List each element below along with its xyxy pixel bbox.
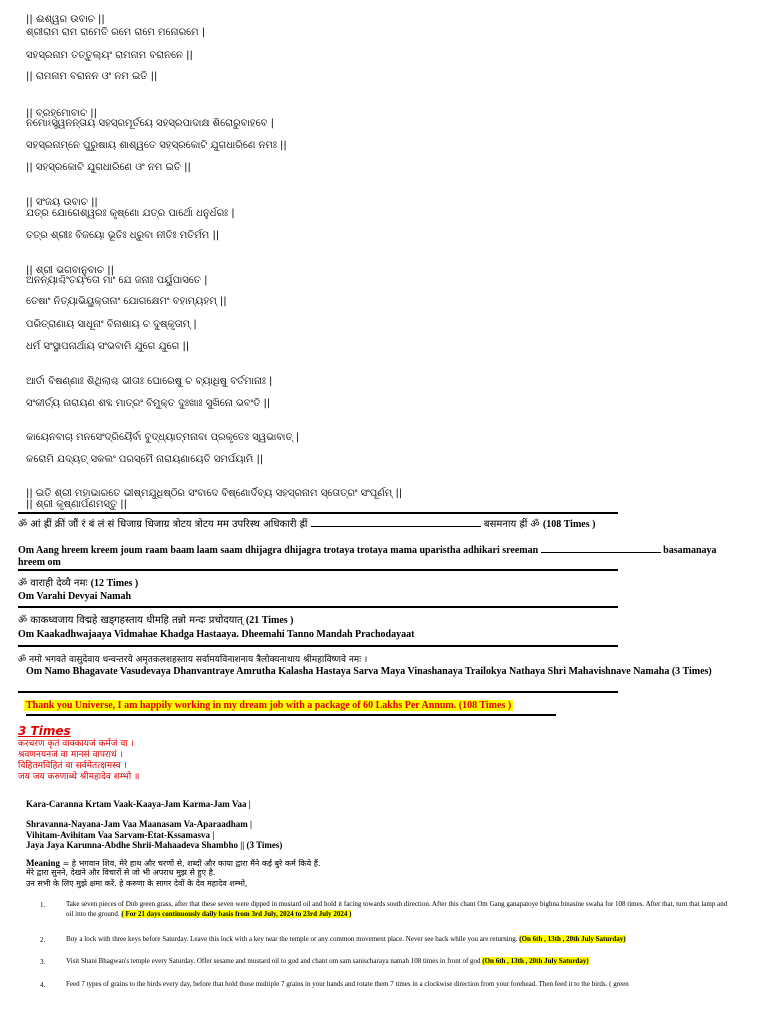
odia-verse-line: ନମୋଽସ୍ତ୍ୱନନ୍ତାୟ ସହସ୍ରମୂର୍ତୟେ ସହସ୍ରପାଦାକ୍ଷ ଶିରୋରୁବାହବେ |	[26, 118, 274, 129]
transliteration-line: Vihitam-Avihitam Vaa Sarvam-Etat-Kssamasva |	[26, 830, 215, 840]
step-number: 3.	[40, 958, 46, 966]
step-date-note: (On 6th , 13th , 20th July Saturday)	[519, 935, 626, 943]
mantra-4-roman: Om Namo Bhagavate Vasudevaya Dhanvantraye Amrutha Kalasha Hastaya Sarva Maya Vinashanaya Trailokya Nathaya Shri Mahavishnave Namaha (3 Times)	[26, 666, 712, 677]
mantra-2-text: ॐ वाराही देव्यै नमः	[18, 578, 88, 589]
meaning-label: Meaning	[26, 858, 61, 868]
step-text: Feed 7 types of grains to the birds every day, before that hold those multiple 7 grains in your hands and rotate them 7 times in a clockwise direction from your forehead. Then feed it to the birds. ( green	[66, 980, 629, 988]
mantra-4-devanagari: ॐ नमो भगवते वासुदेवाय धन्वन्तरये अमृतकलशहस्ताय सर्वामयविनाशनाय त्रैलोक्यनाथाय श्रीमहाविष्णवे नमः ।	[18, 655, 368, 665]
double-rule	[18, 691, 618, 693]
odia-verse-line: || ଇତି ଶ୍ରୀ ମହାଭାରତେ ଭୀଷ୍ମଯୁଧିଷ୍ଠିର ସଂବାଦେ ବିଷ୍ଣୋର୍ଦିବ୍ୟ ସହସ୍ରନାମ ସ୍ତୋତ୍ରଂ ସଂପୂର୍ଣମ୍ ||	[26, 488, 403, 499]
odia-verse-line: || ସହସ୍ରକୋଟି ଯୁଗଧାରିଣେ ଓଂ ନମ ଇତି ||	[26, 162, 191, 173]
mantra-2-roman: Om Varahi Devyai Namah	[18, 591, 132, 602]
mantra-1-devanagari-part-a: ॐ आं ह्रीं क्रीं जौं रं बं लं सं धिजाग्र धिजाग्र त्रोटय त्रोटय मम उपरिस्थ अधिकारी ह्रीं	[18, 519, 308, 530]
double-rule	[18, 606, 618, 608]
mantra-1-roman	[18, 545, 738, 569]
name-blank	[541, 552, 661, 553]
transliteration-line: Jaya Jaya Karunna-Abdhe Shrii-Mahaadeva Shambho || (3 Times)	[26, 840, 283, 850]
three-times-heading: 3 Times	[18, 724, 71, 738]
step-item	[66, 934, 734, 944]
mantra-1-devanagari	[18, 519, 738, 531]
step-text: Buy a lock with three keys before Saturday. Leave this lock with a key near the temple or any common movement place. Never see back while you are returning.	[66, 935, 518, 943]
odia-verse-line: ଯତ୍ର ଯୋଗେଶ୍ୱରଃ କୃଷ୍ଣୋ ଯତ୍ର ପାର୍ଥୋ ଧନୁର୍ଧରଃ |	[26, 208, 235, 219]
odia-verse-line: ସହସ୍ରନାମ ତତ୍ତୁଲ୍ୟଂ ରାମନାମ ବରାନନେ ||	[26, 50, 193, 61]
mantra-3-roman: Om Kaakadhwajaaya Vidmahae Khadga Hastaaya. Dheemahi Tanno Mandah Prachodayaat	[18, 629, 415, 640]
mantra-2-devanagari	[18, 578, 738, 590]
double-rule	[26, 714, 556, 716]
step-item	[66, 899, 734, 919]
sloka-line: विहितमविहितं वा सर्वमेतत्क्षमस्व ।	[18, 761, 127, 771]
mantra-1-roman-part-a: Om Aang hreem kreem joum raam baam laam saam dhijagra dhijagra trotaya trotaya mama uparistha adhikari sreeman	[18, 545, 539, 556]
transliteration-line: Shravanna-Nayana-Jam Vaa Maanasam Va-Aparaadham |	[26, 819, 253, 829]
step-item	[66, 956, 734, 966]
step-date-note: ( For 21 days continuously daily basis from 3rd July, 2024 to 23rd July 2024 )	[121, 910, 352, 918]
step-date-note: (On 6th , 13th , 20th July Saturday)	[482, 957, 589, 965]
sloka-line: श्रवणनयनजं वा मानसं वापराधं ।	[18, 750, 123, 760]
odia-verse-line: ତେଷାଂ ନିତ୍ୟାଭିୟୁକ୍ତାନାଂ ଯୋଗକ୍ଷେମଂ ବହାମ୍ୟହମ୍ ||	[26, 296, 227, 307]
meaning-text: = हे भगवान शिव, मेरे हाथ और चरणों से, शब्दों और काया द्वारा मैंने कई बुरे कर्म किये हैं.	[62, 859, 321, 868]
mantra-1-devanagari-part-b: बसमनाय ह्रीं ॐ	[483, 519, 540, 530]
odia-verse-line: କରୋମି ଯଦ୍ୟତ୍ ସକଲଂ ପରସ୍ମୈ ନାରାୟଣାୟେତି ସମର୍ପୟାମି ||	[26, 454, 264, 465]
odia-verse-line: ସଂକୀର୍ତ୍ୟ ନାରାୟଣ ଶବ୍ଦ ମାତ୍ରଂ ବିମୁକ୍ତ ଦୁଃଖାଃ ସୁଖିନୋ ଭବଂତି ||	[26, 398, 271, 409]
mantra-3-text: ॐ काकध्वजाय विद्महे खड्गहस्ताय धीमहि तन्नो मन्दः प्रचोदयात्	[18, 615, 243, 626]
odia-verse-line: || ଶ୍ରୀ ଭଗବାନୁବାଚ ||	[26, 265, 114, 276]
odia-verse-line: କାୟେନବାଚା ମନସେଂଦ୍ରିୟୈର୍ବା ବୁଦ୍ଧ୍ୟାତ୍ମନାବା ପ୍ରକୃତେଃ ସ୍ୱଭାବାତ୍ |	[26, 432, 300, 443]
transliteration-line: Kara-Caranna Krtam Vaak-Kaaya-Jam Karma-Jam Vaa |	[26, 799, 251, 809]
step-number: 4.	[40, 981, 46, 989]
meaning-line: मेरे द्वारा सुनने, देखने और विचारों से जो भी अपराध मुझ से हुए है.	[26, 868, 216, 877]
step-number: 2.	[40, 936, 46, 944]
mantra-2-count: (12 Times )	[90, 578, 139, 589]
name-blank	[311, 526, 481, 527]
odia-verse-line: ଅନନ୍ୟାଶ୍ଚିଂତୟଂତୋ ମାଂ ଯେ ଜନାଃ ପର୍ୟୁପାସତେ |	[26, 275, 208, 286]
odia-verse-line: || ବ୍ରହ୍ମୋବାଚ ||	[26, 108, 98, 119]
sloka-line: करचरण कृतं वाक्कायजं कर्मजं वा ।	[18, 739, 134, 749]
odia-verse-line: ଆର୍ତା ବିଷଣ୍ଣାଃ ଶିଥିଲାଶ୍ଚ ଭୀତାଃ ଘୋରେଷୁ ଚ ବ୍ୟାଧିଷୁ ବର୍ତମାନାଃ |	[26, 376, 273, 387]
odia-verse-line: ଶ୍ରୀରାମ ରାମ ରାମେତି ରମେ ରାମେ ମନୋରମେ |	[26, 27, 206, 38]
odia-verse-line: ସହସ୍ରନାମ୍ନେ ପୁରୁଷାୟ ଶାଶ୍ୱତେ ସହସ୍ରକୋଟି ଯୁଗଧାରିଣେ ନମଃ ||	[26, 140, 287, 151]
odia-verse-line: || ରାମନାମ ବରାନନ ଓଂ ନମ ଇତି ||	[26, 71, 158, 82]
double-rule	[18, 645, 618, 647]
step-number: 1.	[40, 901, 46, 909]
odia-verse-line: || ଈଶ୍ୱର ଉବାଚ ||	[26, 14, 105, 25]
odia-verse-line: || ଶ୍ରୀ କୃଷ୍ଣାର୍ପଣମସ୍ତୁ ||	[26, 499, 127, 510]
step-item	[66, 979, 734, 989]
double-rule	[18, 569, 618, 571]
affirmation-banner: Thank you Universe, I am happily working in my dream job with a package of 60 Lakhs Per Annum. (108 Times )	[26, 700, 512, 711]
double-rule	[18, 512, 618, 514]
step-text: Visit Shani Bhagwan's temple every Saturday. Offer sesame and mustard oil to god and chant om sam sanischaraya namah 108 times in front of god	[66, 957, 481, 965]
meaning-line: उन सभी के लिए मुझे क्षमा करें. हे करुणा के सागर देवों के देव महादेव शम्भो,	[26, 879, 248, 888]
step-text: Take seven pieces of Dub green grass, after that these seven were dipped in mustard oil and hold it facing towards south direction. After this chant Om Gang ganapatoye bighna binasine swaha for 108 times. After that, turn that lamp and oil into the ground.	[66, 900, 728, 918]
mantra-3-devanagari	[18, 615, 738, 627]
odia-verse-line: ଧର୍ମ ସଂସ୍ଥାପନାର୍ଥାୟ ସଂଭବାମି ଯୁଗେ ଯୁଗେ ||	[26, 341, 190, 352]
mantra-1-roman-part-b: basamanaya hreem om	[18, 545, 717, 568]
odia-verse-line: || ସଂଜୟ ଉବାଚ ||	[26, 197, 98, 208]
mantra-3-count: (21 Times )	[245, 615, 294, 626]
mantra-1-count: (108 Times )	[542, 519, 596, 530]
odia-verse-line: ପରିତ୍ରାଣାୟ ସାଧୂନାଂ ବିନାଶାୟ ଚ ଦୁଷ୍କୃତାମ୍ |	[26, 319, 197, 330]
odia-verse-line: ତତ୍ର ଶ୍ରୀଃ ବିଜୟୋ ଭୂତିଃ ଧ୍ରୁବା ନୀତିଃ ମତିର୍ମମ ||	[26, 230, 220, 241]
sloka-line: जय जय करुणाब्धे श्रीमहादेव शम्भो ॥	[18, 772, 140, 782]
